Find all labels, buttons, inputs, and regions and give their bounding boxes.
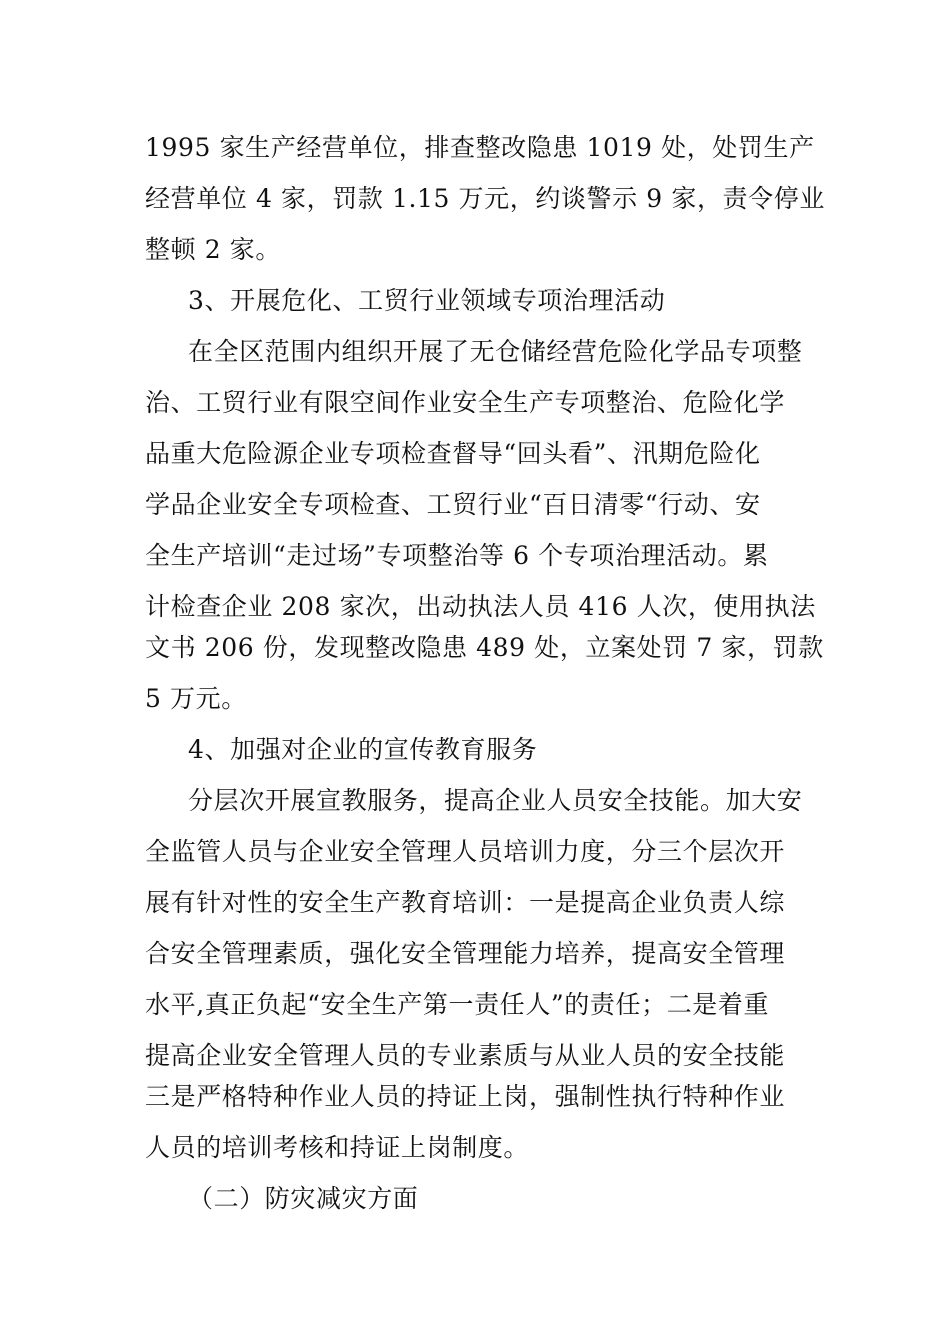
text-line: 文书 206 份，发现整改隐患 489 处，立案处罚 7 家，罚款 [145, 633, 824, 662]
text-line: 学品企业安全专项检查、工贸行业“百日清零“行动、安 [145, 490, 761, 519]
text-line: 提高企业安全管理人员的专业素质与从业人员的安全技能 [145, 1041, 786, 1070]
section-heading-2: （二）防灾减灾方面 [188, 1184, 419, 1213]
text-line: 品重大危险源企业专项检查督导“回头看”、汛期危险化 [145, 439, 761, 468]
text-line: 1995 家生产经营单位，排查整改隐患 1019 处，处罚生产 [145, 133, 815, 162]
text-line: 经营单位 4 家，罚款 1.15 万元，约谈警示 9 家，责令停业 [145, 184, 825, 213]
text-line: 展有针对性的安全生产教育培训：一是提高企业负责人综 [145, 888, 786, 917]
text-line: 全监管人员与企业安全管理人员培训力度，分三个层次开 [145, 837, 786, 866]
text-line: 治、工贸行业有限空间作业安全生产专项整治、危险化学 [145, 388, 786, 417]
text-line: 分层次开展宣教服务，提高企业人员安全技能。加大安 [188, 786, 803, 815]
text-line: 合安全管理素质，强化安全管理能力培养，提高安全管理 [145, 939, 786, 968]
text-line: 全生产培训“走过场”专项整治等 6 个专项治理活动。累 [145, 541, 769, 570]
text-line: 人员的培训考核和持证上岗制度。 [145, 1133, 530, 1162]
text-line: 整顿 2 家。 [145, 235, 281, 264]
section-heading-4: 4、加强对企业的宣传教育服务 [188, 735, 538, 764]
text-line: 在全区范围内组织开展了无仓储经营危险化学品专项整 [188, 337, 803, 366]
text-line: 水平,真正负起“安全生产第一责任人”的责任；二是着重 [145, 990, 770, 1019]
text-line: 三是严格特种作业人员的持证上岗，强制性执行特种作业 [145, 1082, 786, 1111]
section-heading-3: 3、开展危化、工贸行业领域专项治理活动 [188, 286, 666, 315]
text-line: 计检查企业 208 家次，出动执法人员 416 人次，使用执法 [145, 592, 816, 621]
text-line: 5 万元。 [145, 684, 247, 713]
